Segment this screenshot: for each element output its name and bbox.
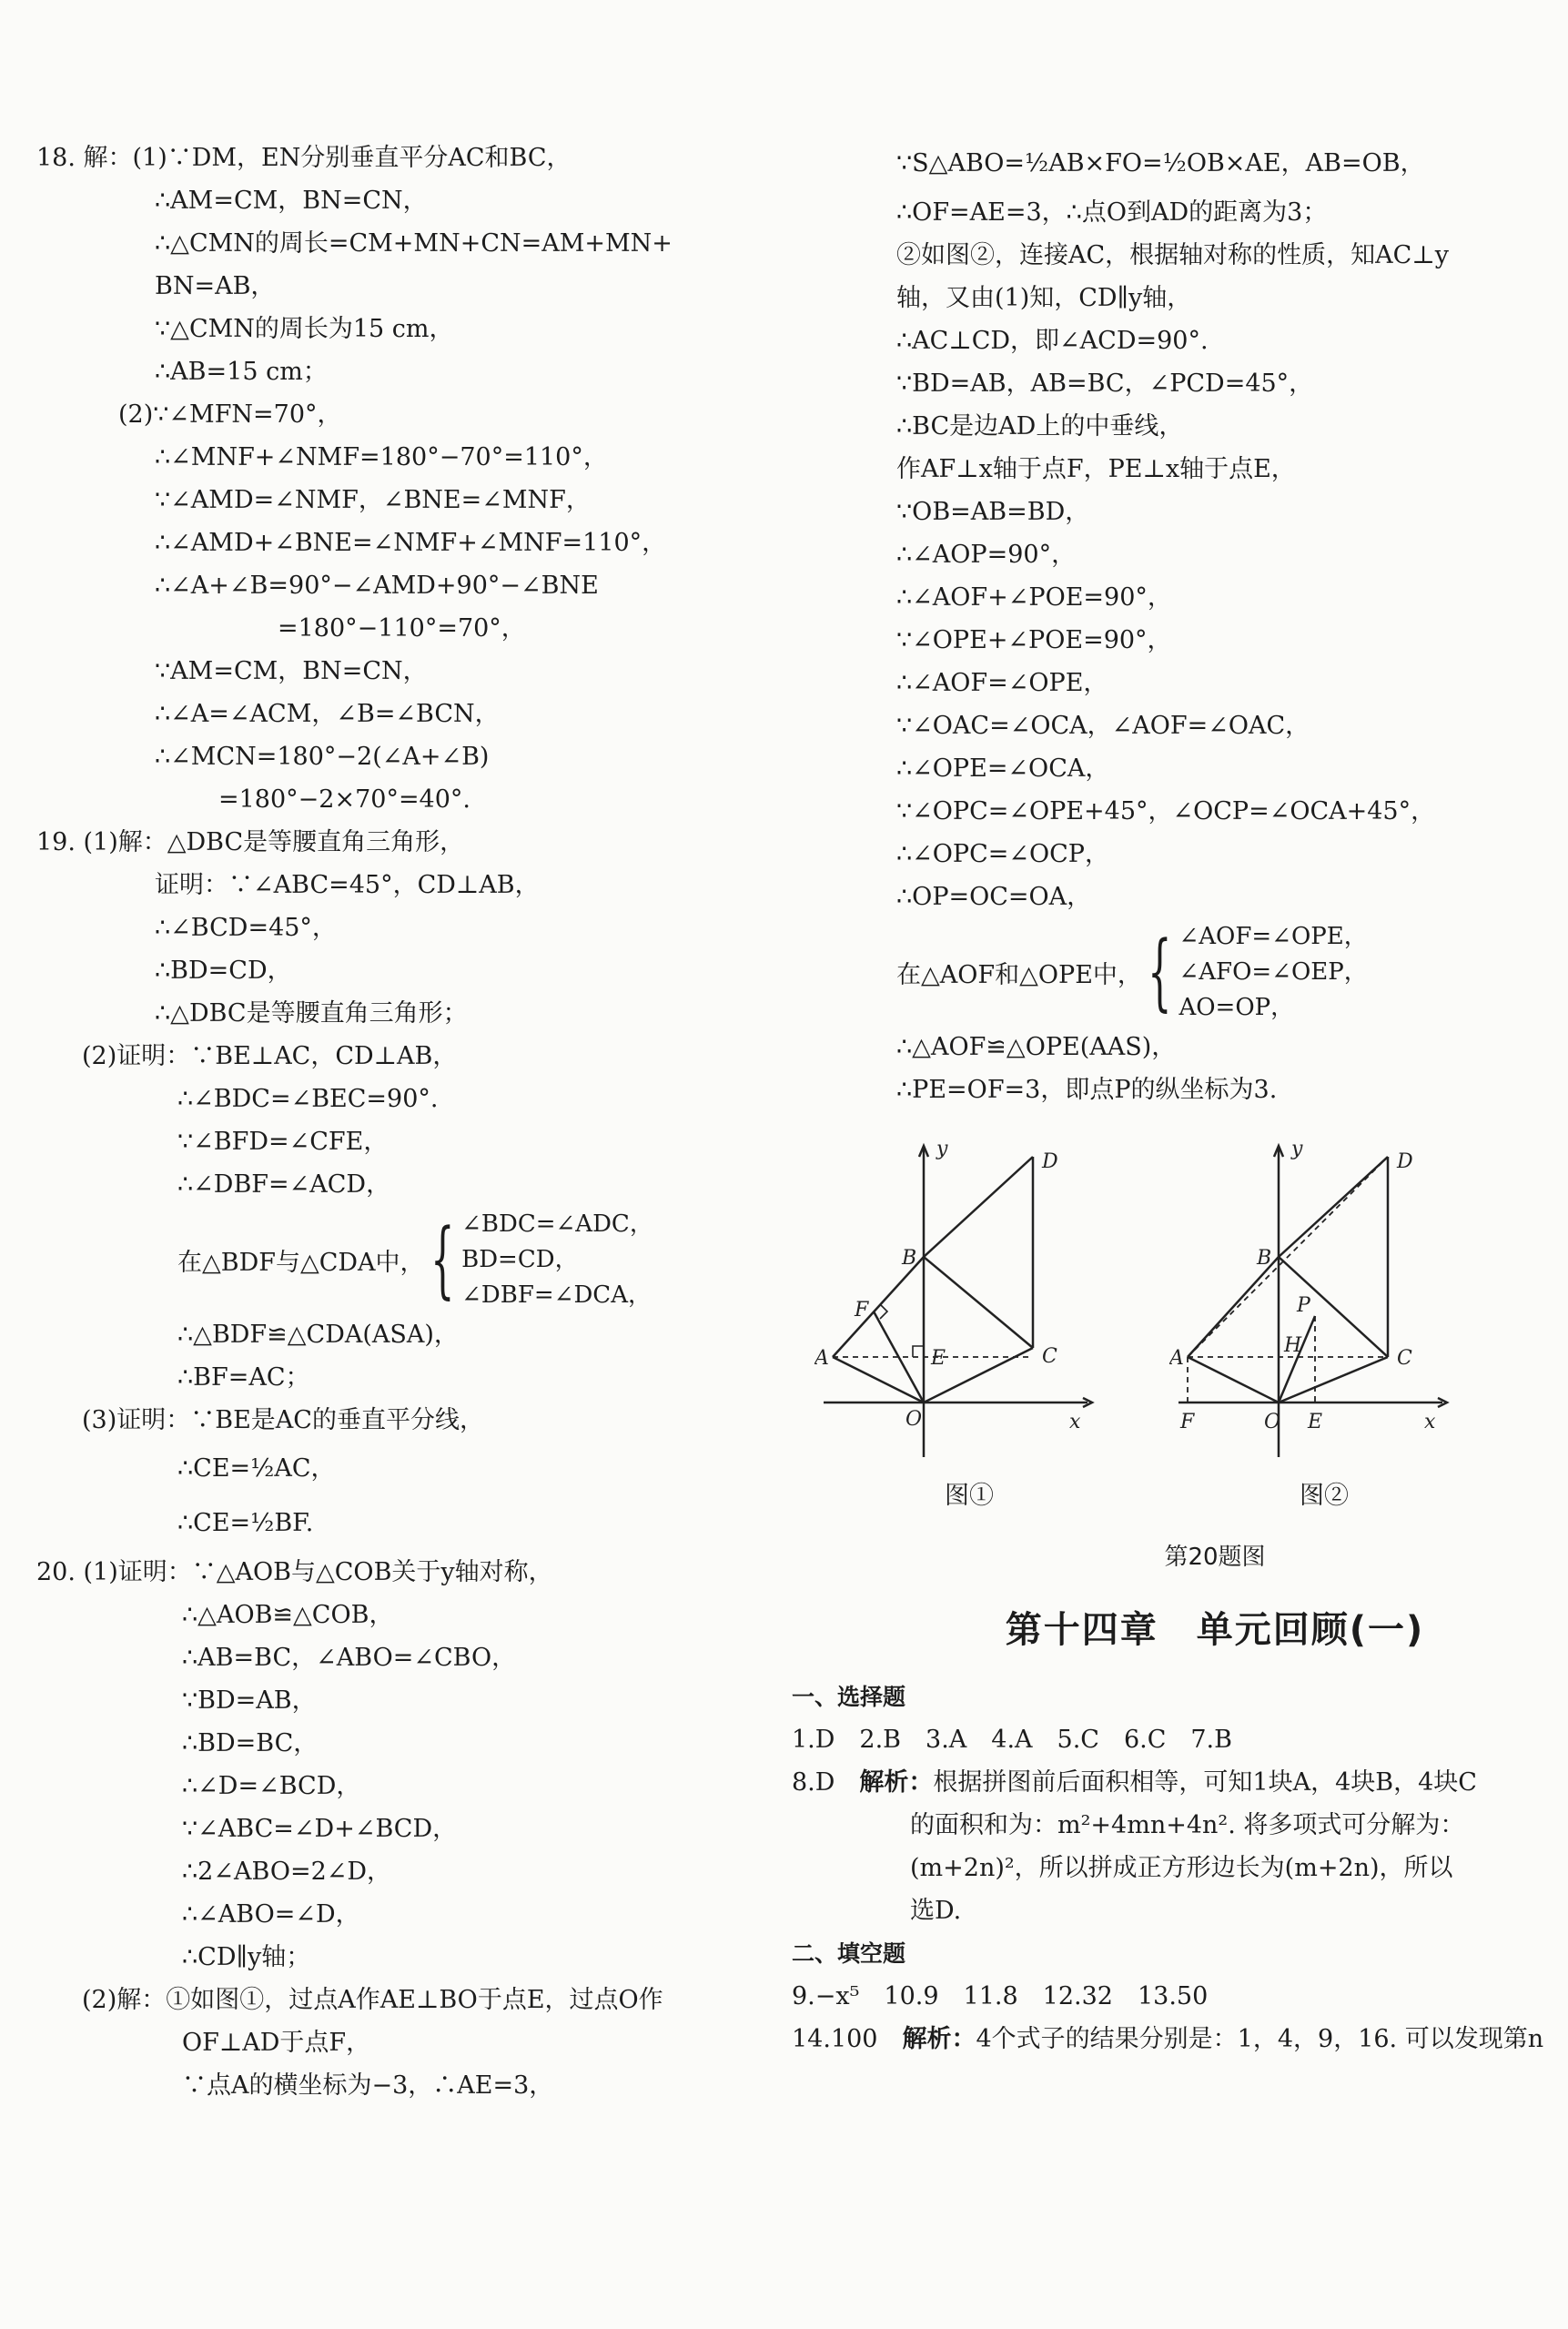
fig1-point-label: E xyxy=(931,1347,946,1370)
solution-line: ∴∠AOP=90°， xyxy=(896,541,1077,569)
solution-line: ∴2∠ABO=2∠D， xyxy=(182,1858,392,1886)
solution-line: 作AF⊥x轴于点F，PE⊥x轴于点E， xyxy=(896,455,1296,483)
solution-line: ∴BF=AC； xyxy=(177,1363,310,1392)
solution-line: 轴，又由(1)知，CD∥y轴， xyxy=(896,284,1192,312)
system-row: ∠AFO=∠OEP， xyxy=(1179,957,1368,986)
q8-continued: 的面积和为：m²+4mn+4n². 将多项式可分解为： xyxy=(910,1811,1465,1839)
solution-line: BN=AB， xyxy=(155,272,276,300)
right-column xyxy=(792,137,1544,2061)
solution-line: 20. (1)证明：∵△AOB与△COB关于y轴对称， xyxy=(36,1558,553,1586)
system-lead: 在△BDF与△CDA中， xyxy=(177,1248,425,1277)
brace-symbol: { xyxy=(1148,923,1172,1020)
choice-answers: 1.D 2.B 3.A 4.A 5.C 6.C 7.B xyxy=(792,1726,1232,1754)
solution-line: ②如图②，连接AC，根据轴对称的性质，知AC⊥y xyxy=(896,241,1449,269)
solution-line: ∵BD=AB， xyxy=(182,1686,317,1715)
section-heading-choice: 一、选择题 xyxy=(792,1684,906,1710)
fig2-point-label: F xyxy=(1180,1411,1195,1433)
solution-line: =180°−2×70°=40°. xyxy=(218,785,471,814)
brace-symbol: { xyxy=(430,1210,455,1308)
fig2-point-label: B xyxy=(1257,1247,1272,1270)
solution-line: ∴BD=BC， xyxy=(182,1729,319,1757)
section-heading-fill: 二、填空题 xyxy=(792,1940,906,1967)
solution-line: 证明：∵∠ABC=45°，CD⊥AB， xyxy=(155,871,540,899)
solution-line: ∵∠OAC=∠OCA，∠AOF=∠OAC， xyxy=(896,712,1310,740)
q14-analysis-label: 解析： xyxy=(902,2025,976,2053)
fig1-point-label: x xyxy=(1069,1411,1081,1433)
solution-line: ∴∠A=∠ACM，∠B=∠BCN， xyxy=(155,700,500,728)
solution-line: ∴△AOB≌△COB， xyxy=(182,1601,394,1629)
solution-line: ∵OB=AB=BD， xyxy=(896,498,1090,526)
fig1-point-label: D xyxy=(1042,1150,1058,1173)
solution-line: (2)解：①如图①，过点A作AE⊥BO于点E，过点O作 xyxy=(82,1986,663,2014)
fig1-point-label: O xyxy=(905,1408,923,1431)
solution-20-conclusion-lines xyxy=(896,1026,1533,1111)
system-row: ∠AOF=∠OPE， xyxy=(1179,922,1368,950)
solution-20-continued-lines xyxy=(896,137,1533,918)
system-row: ∠BDC=∠ADC， xyxy=(461,1210,653,1238)
solution-line: ∵∠ABC=∠D+∠BCD， xyxy=(182,1815,458,1843)
solution-line: 19. (1)解：△DBC是等腰直角三角形， xyxy=(36,828,465,856)
solution-line: ∴AB=15 cm； xyxy=(155,358,328,386)
solution-line: (3)证明：∵BE是AC的垂直平分线， xyxy=(82,1406,484,1434)
fig1-point-label: B xyxy=(902,1247,917,1270)
solution-line: ∵△CMN的周长为15 cm， xyxy=(155,315,454,343)
system-row: AO=OP， xyxy=(1179,993,1295,1021)
q8-continued: (m+2n)²，所以拼成正方形边长为(m+2n)，所以 xyxy=(910,1854,1453,1882)
figure-1 xyxy=(814,1129,1124,1510)
fig2-point-label: A xyxy=(1169,1347,1184,1370)
solution-line: ∴△AOF≌△OPE(AAS)， xyxy=(896,1033,1177,1061)
q8-answer-line xyxy=(792,1761,1520,1804)
solution-line: ∴∠A+∠B=90°−∠AMD+90°−∠BNE xyxy=(155,572,599,600)
solution-line: ∴∠ABO=∠D， xyxy=(182,1900,360,1929)
q14-text: 4个式子的结果分别是：1，4，9，16. 可以发现第n xyxy=(976,2025,1544,2053)
solution-line: ∵∠BFD=∠CFE， xyxy=(177,1128,389,1156)
solution-line: ∴△BDF≌△CDA(ASA)， xyxy=(177,1321,459,1349)
fig1-point-label: A xyxy=(814,1347,829,1370)
system-lead: 在△AOF和△OPE中， xyxy=(896,960,1142,989)
solution-line: ∴∠AMD+∠BNE=∠NMF+∠MNF=110°， xyxy=(155,529,667,557)
figures-area xyxy=(814,1129,1533,1530)
answers-section xyxy=(792,1676,1544,2061)
solution-line: ∴∠AOF+∠POE=90°， xyxy=(896,583,1172,612)
solution-line: ∴△DBC是等腰直角三角形； xyxy=(155,999,468,1028)
fig1-point-label: y xyxy=(936,1138,948,1160)
solution-line: ∴△CMN的周长=CM+MN+CN=AM+MN+ xyxy=(155,229,673,258)
solution-line: ∴∠OPC=∠OCP， xyxy=(896,840,1109,868)
q8-number: 8.D xyxy=(792,1768,835,1797)
figure-2-diagram xyxy=(1169,1129,1479,1466)
solution-line: ∴∠MNF+∠NMF=180°−70°=110°， xyxy=(155,443,608,471)
solution-line: ∴∠MCN=180°−2(∠A+∠B) xyxy=(155,743,490,771)
q8-continued: 选D. xyxy=(910,1897,962,1925)
solution-line: ∴AM=CM，BN=CN， xyxy=(155,187,428,215)
solution-line: ∴∠AOF=∠OPE， xyxy=(896,669,1108,697)
solution-line: ∴∠BDC=∠BEC=90°. xyxy=(177,1085,439,1113)
solution-line: ∴BC是边AD上的中垂线， xyxy=(896,412,1184,440)
solution-line: OF⊥AD于点F， xyxy=(182,2029,371,2057)
solution-18-19-lines xyxy=(36,137,819,1206)
figure-1-diagram xyxy=(814,1129,1124,1466)
q14-number: 14.100 xyxy=(792,2025,878,2053)
solution-line: ∵∠AMD=∠NMF，∠BNE=∠MNF， xyxy=(155,486,591,514)
solution-line: ∵S△ABO=½AB×FO=½OB×AE，AB=OB， xyxy=(896,149,1425,177)
congruence-system-aof-ope xyxy=(896,918,1533,1026)
fill-answers: 9.−x⁵ 10.9 11.8 12.32 13.50 xyxy=(792,1982,1209,2010)
fig2-point-label: C xyxy=(1397,1347,1412,1370)
solution-line: ∴OP=OC=OA， xyxy=(896,883,1092,911)
fig2-point-label: P xyxy=(1297,1294,1310,1317)
chapter-title: 第十四章 单元回顾(一) xyxy=(1005,1609,1425,1651)
solution-line: ∴∠DBF=∠ACD， xyxy=(177,1170,391,1199)
solution-line: ∴∠D=∠BCD， xyxy=(182,1772,361,1800)
fig1-point-label: F xyxy=(855,1299,869,1321)
q8-analysis-label: 解析： xyxy=(859,1768,934,1797)
solution-line: ∴OF=AE=3，∴点O到AD的距离为3； xyxy=(896,198,1328,227)
solution-line: ∵点A的横坐标为−3，∴AE=3， xyxy=(182,2071,554,2100)
figure-2 xyxy=(1169,1129,1479,1510)
system-row: ∠DBF=∠DCA， xyxy=(461,1281,652,1309)
congruence-system-bdf-cda xyxy=(36,1206,819,1313)
system-row: BD=CD， xyxy=(461,1245,579,1273)
fig2-point-label: y xyxy=(1291,1138,1303,1160)
left-column xyxy=(36,137,819,2107)
fig2-point-label: x xyxy=(1424,1411,1436,1433)
solution-line: ∵∠OPE+∠POE=90°， xyxy=(896,626,1172,654)
solution-line: 18. 解：(1)∵DM，EN分别垂直平分AC和BC， xyxy=(36,144,572,172)
solution-19-20-lines xyxy=(36,1313,819,2107)
q14-answer-line xyxy=(792,2018,1544,2061)
solution-line: =180°−110°=70°， xyxy=(278,614,526,643)
fig2-point-label: O xyxy=(1264,1411,1281,1433)
figure-1-label: 图① xyxy=(945,1482,994,1510)
figure-caption: 第20题图 xyxy=(1164,1544,1266,1571)
solution-line: ∴AB=BC，∠ABO=∠CBO， xyxy=(182,1644,517,1672)
fig2-point-label: H xyxy=(1284,1334,1302,1357)
solution-line: ∵∠OPC=∠OPE+45°，∠OCP=∠OCA+45°， xyxy=(896,797,1436,825)
solution-line: ∴AC⊥CD，即∠ACD=90°. xyxy=(896,327,1209,355)
figure-2-label: 图② xyxy=(1300,1482,1349,1510)
solution-line: ∵BD=AB，AB=BC，∠PCD=45°， xyxy=(896,370,1314,398)
solution-line: ∴CE=½AC， xyxy=(177,1454,336,1483)
solution-line: ∴PE=OF=3，即点P的纵坐标为3. xyxy=(896,1076,1278,1104)
q8-text: 根据拼图前后面积相等，可知1块A，4块B，4块C xyxy=(933,1768,1477,1797)
fig2-point-label: E xyxy=(1308,1411,1323,1433)
solution-line: ∴CE=½BF. xyxy=(177,1509,314,1537)
solution-line: ∵AM=CM，BN=CN， xyxy=(155,657,428,685)
fig2-point-label: D xyxy=(1397,1150,1413,1173)
solution-line: ∴BD=CD， xyxy=(155,957,292,985)
fig1-point-label: C xyxy=(1042,1345,1057,1368)
solution-line: (2)证明：∵BE⊥AC，CD⊥AB， xyxy=(82,1042,458,1070)
solution-line: (2)∵∠MFN=70°， xyxy=(118,400,342,429)
solution-line: ∴∠OPE=∠OCA， xyxy=(896,754,1110,783)
solution-line: ∴CD∥y轴； xyxy=(182,1943,311,1971)
solution-line: ∴∠BCD=45°， xyxy=(155,914,337,942)
